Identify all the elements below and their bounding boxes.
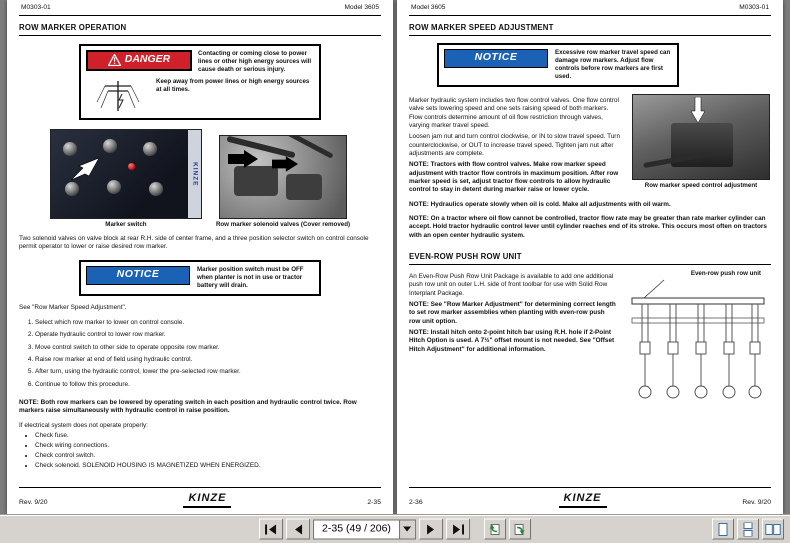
power-line-icon	[86, 78, 150, 114]
page-number: 2-36	[409, 499, 423, 507]
page-navigation	[259, 519, 531, 540]
section-title: ROW MARKER SPEED ADJUSTMENT	[409, 23, 771, 36]
notice-text: Marker position switch must be OFF when planter is not in use or tractor battery will drain.	[197, 265, 304, 289]
page-left	[7, 0, 393, 514]
view-mode-group	[712, 519, 784, 540]
single-page-view-icon	[717, 522, 729, 536]
figure-caption: Row marker speed control adjustment	[644, 181, 758, 189]
even-row-diagram	[625, 270, 771, 410]
step-item: 3. Move control switch to other side to operate opposite row marker.	[35, 344, 381, 352]
doc-number: M0303-01	[739, 4, 769, 11]
note-paragraph: NOTE: Hydraulics operate slowly when oil is cold. Make all adjustments with oil warm.	[409, 200, 671, 208]
model-number: Model 3605	[344, 4, 379, 11]
kinze-logo: KINZE	[183, 491, 231, 508]
kinze-panel-strip: KINZE	[188, 130, 201, 218]
even-row-unit-drawing	[628, 278, 768, 410]
step-item: 4. Raise row marker at end of field using hydraulic control.	[35, 356, 381, 364]
note-paragraph: NOTE: Both row markers can be lowered by operating switch in each position and hydraulic control twice. Row markers raise simultaneously with hydraulic control in raise position.	[19, 399, 357, 415]
step-item: 2. Operate hydraulic control to lower row marker.	[35, 331, 381, 339]
section-title: ROW MARKER OPERATION	[19, 23, 381, 36]
page-footer	[19, 487, 381, 508]
figure-caption: Marker switch	[105, 220, 147, 228]
revision-label: Rev. 9/20	[742, 499, 771, 507]
note-paragraph: NOTE: On a tractor where oil flow cannot be controlled, tractor flow rate may be greater than rate marker cylinder can accept. Hold tractor hydraulic control lever until cylinder reaches end of its stroke. This occurs most often on tractors with an open center hydraulic system.	[409, 214, 767, 239]
step-item: 1. Select which row marker to lower on control console.	[35, 319, 381, 327]
figures-row	[19, 129, 381, 229]
page-footer	[409, 487, 771, 508]
danger-text-2: Keep away from power lines or high energy sources at all times.	[156, 77, 310, 93]
pointer-arrow-icon	[691, 97, 705, 123]
next-view-button[interactable]	[509, 519, 531, 540]
step-item: 6. Continue to follow this procedure.	[35, 381, 381, 389]
paragraph: An Even-Row Push Row Unit Package is available to add one additional push row unit on outer L.H. side of front toolbar for use with Solid Row Interplant Package.	[409, 272, 614, 297]
pointer-arrow-icon	[272, 156, 298, 172]
page-selector[interactable]	[313, 519, 416, 539]
page-dropdown-button[interactable]	[399, 520, 415, 538]
previous-view-button[interactable]	[484, 519, 506, 540]
danger-label: DANGER	[86, 50, 192, 71]
paragraph: Loosen jam nut and turn control clockwise, or IN to slow travel speed. Turn counterclockwise, or OUT to increase travel speed. Tighten jam nut after adjustments are complete.	[409, 133, 620, 157]
facing-pages-view-icon	[765, 522, 781, 536]
electrical-checklist	[25, 432, 381, 471]
model-number: Model 3605	[411, 4, 446, 11]
danger-box	[79, 44, 321, 120]
figure-caption: Row marker solenoid valves (Cover removed)	[215, 220, 351, 228]
danger-text-1: Contacting or coming close to power lines or other high energy sources will cause death or serious injury.	[198, 49, 312, 73]
notice-text: Excessive row marker travel speed can damage row markers. Adjust flow controls before row markers are first used.	[555, 48, 671, 80]
viewer-toolbar	[0, 514, 790, 543]
procedure-steps	[22, 319, 381, 393]
note-paragraph: NOTE: Install hitch onto 2-point hitch bar using R.H. hole if 2-Point Hitch Option is used. A 7½" offset mount is not needed. See "Offset Hitch Adjustment" for additional information.	[409, 328, 615, 353]
see-reference: See "Row Marker Speed Adjustment".	[19, 303, 127, 311]
single-page-view-button[interactable]	[712, 519, 734, 540]
figure-solenoid-valves	[216, 135, 350, 229]
page-display[interactable]: 2-35 (49 / 206)	[322, 522, 391, 534]
paragraph: Marker hydraulic system includes two flow control valves. One flow control valve sets lowering speed and one sets raising speed of both markers. Flow controls determine amount of oil flow restriction through valves, varying marker travel speed.	[409, 96, 619, 129]
page-right	[397, 0, 783, 514]
notice-box	[437, 43, 679, 87]
figure-marker-switch	[50, 129, 202, 229]
previous-page-icon	[294, 524, 303, 534]
warning-triangle-icon	[108, 54, 121, 66]
chevron-down-icon	[403, 527, 411, 532]
speed-control-photo	[632, 94, 770, 180]
section-title: EVEN-ROW PUSH ROW UNIT	[409, 252, 771, 265]
continuous-view-button[interactable]	[737, 519, 759, 540]
notice-box	[79, 260, 321, 296]
check-item: • Check fuse.	[35, 432, 381, 440]
electrical-intro: If electrical system does not operate properly:	[19, 421, 148, 429]
paragraph: Two solenoid valves on valve block at rear R.H. side of center frame, and a three position selector switch on control console permit operator to lower or raise desired row marker.	[19, 234, 369, 251]
next-page-icon	[426, 524, 435, 534]
step-item: 5. After turn, using the hydraulic control, lower the pre-selected row marker.	[35, 368, 381, 376]
pointer-arrow-icon	[228, 150, 258, 168]
page-header	[409, 3, 771, 16]
last-page-icon	[452, 524, 464, 534]
revision-label: Rev. 9/20	[19, 499, 48, 507]
figure-speed-control	[631, 94, 771, 198]
first-page-icon	[265, 524, 277, 534]
previous-page-button[interactable]	[286, 519, 310, 540]
last-page-button[interactable]	[446, 519, 470, 540]
check-item: • Check wiring connections.	[35, 442, 381, 450]
solenoid-valves-photo	[219, 135, 347, 219]
check-item: • Check solenoid. SOLENOID HOUSING IS MAGNETIZED WHEN ENERGIZED.	[35, 462, 381, 470]
even-row-columns	[409, 270, 771, 410]
first-page-button[interactable]	[259, 519, 283, 540]
marker-switch-photo	[50, 129, 202, 219]
continuous-view-icon	[742, 522, 754, 536]
even-row-text	[409, 270, 616, 410]
next-view-icon	[513, 523, 526, 535]
facing-pages-view-button[interactable]	[762, 519, 784, 540]
kinze-logo: KINZE	[559, 491, 607, 508]
speed-adjustment-text	[409, 94, 622, 198]
note-paragraph: NOTE: See "Row Marker Adjustment" for determining correct length to set row marker assemblies when planting with even-row push row unit option.	[409, 300, 616, 325]
page-header	[19, 3, 381, 16]
check-item: • Check control switch.	[35, 452, 381, 460]
notice-label: NOTICE	[444, 49, 548, 68]
pointer-arrow-icon	[69, 156, 103, 182]
doc-number: M0303-01	[21, 4, 51, 11]
notice-label: NOTICE	[86, 266, 190, 285]
next-page-button[interactable]	[419, 519, 443, 540]
speed-adjustment-columns	[409, 94, 771, 198]
diagram-label: Even-row push row unit	[690, 269, 761, 277]
page-number: 2-35	[367, 499, 381, 507]
note-paragraph: NOTE: Tractors with flow control valves. Make row marker speed adjustment with tractor flow controls in maximum position. After row marker speed is set, adjust tractor flow controls to allow hydraulic control to stay in detent during marker raise or lower cycle.	[409, 161, 619, 194]
previous-view-icon	[488, 523, 501, 535]
